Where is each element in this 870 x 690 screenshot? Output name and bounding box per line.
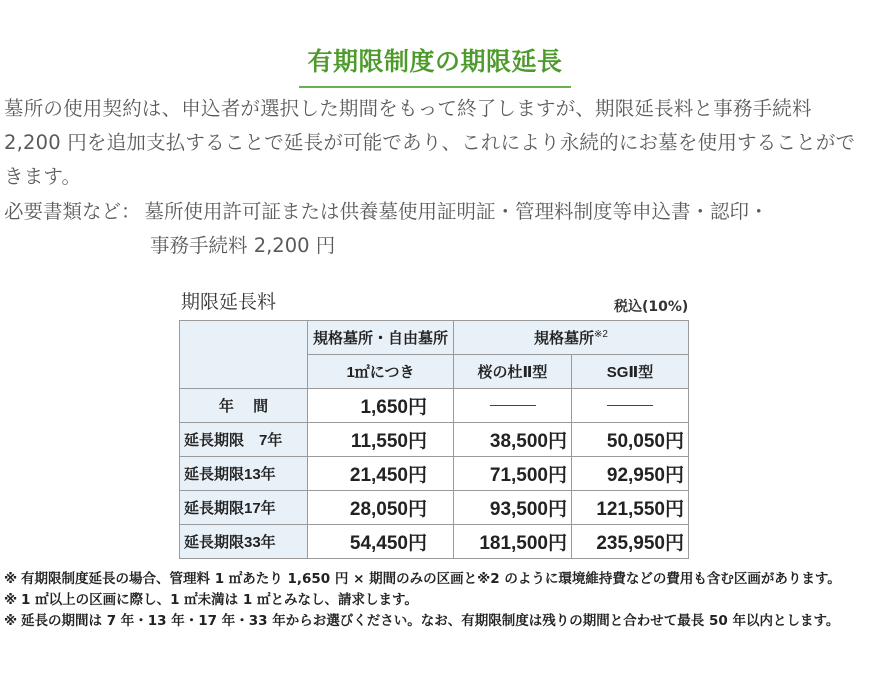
cell-value: 235,950円	[572, 525, 689, 559]
header-group2	[454, 321, 689, 355]
table-row	[180, 525, 689, 559]
header-col1-sub: 1㎡につき	[308, 355, 454, 389]
tax-note: 税込(10%)	[614, 299, 689, 315]
header-col3: SGⅡ型	[572, 355, 689, 389]
footnotes	[4, 571, 866, 634]
table-row	[180, 423, 689, 457]
cell-value: 28,050円	[308, 491, 454, 525]
cell-value: 1,650円	[308, 389, 454, 423]
page-title: 有期限制度の期限延長	[299, 42, 570, 88]
cell-value: 38,500円	[454, 423, 572, 457]
cell-value: 11,550円	[308, 423, 454, 457]
row-label: 年 間	[180, 389, 308, 423]
header-group2-note: ※2	[594, 329, 608, 340]
table-row	[180, 491, 689, 525]
cell-value: 50,050円	[572, 423, 689, 457]
row-label: 延長期限17年	[180, 491, 308, 525]
footnote-text: 1 ㎡以上の区画に際し、1 ㎡未満は 1 ㎡とみなし、請求します。	[21, 592, 418, 608]
header-col2: 桜の杜Ⅱ型	[454, 355, 572, 389]
required-documents-label: 必要書類など：	[4, 200, 141, 223]
footnote-mark: ※	[4, 613, 18, 629]
cell-value: 92,950円	[572, 457, 689, 491]
footnote	[4, 571, 866, 588]
header-group2-label: 規格墓所	[534, 330, 595, 347]
cell-value: 21,450円	[308, 457, 454, 491]
fee-table-title: 期限延長料	[181, 291, 277, 313]
footnote-mark: ※	[4, 592, 18, 608]
dash-mark	[607, 405, 653, 406]
footnote-mark: ※	[4, 571, 18, 587]
fee-table	[179, 320, 689, 559]
intro-paragraph: 墓所の使用契約は、申込者が選択した期間をもって終了しますが、期限延長料と事務手続料 2,200 円を追加支払することで延長が可能であり、これにより永続的にお墓を使用することができます。	[4, 97, 856, 188]
dash-mark	[490, 405, 536, 406]
required-documents-row	[4, 195, 866, 229]
header-col1: 規格墓所・自由墓所	[308, 321, 454, 355]
cell-empty	[572, 389, 689, 423]
cell-value: 71,500円	[454, 457, 572, 491]
row-label: 延長期限13年	[180, 457, 308, 491]
cell-value: 93,500円	[454, 491, 572, 525]
cell-value: 54,450円	[308, 525, 454, 559]
footnote-text: 延長の期間は 7 年・13 年・17 年・33 年からお選びください。なお、有期限制度は残りの期間と合わせて最長 50 年以内とします。	[21, 613, 840, 629]
cell-value: 181,500円	[454, 525, 572, 559]
table-header-row	[180, 321, 689, 355]
table-row	[180, 389, 689, 423]
row-label: 延長期限33年	[180, 525, 308, 559]
required-documents-line2: 事務手続料 2,200 円	[150, 234, 336, 257]
required-documents	[4, 195, 866, 263]
footnote-text: 有期限制度延長の場合、管理料 1 ㎡あたり 1,650 円 × 期間のみの区画と※2 のように環境維持費などの費用も含む区画があります。	[21, 571, 841, 587]
table-row	[180, 457, 689, 491]
footnote	[4, 592, 866, 609]
cell-value: 121,550円	[572, 491, 689, 525]
row-label: 延長期限 7年	[180, 423, 308, 457]
footnote	[4, 613, 866, 630]
title-container	[0, 42, 870, 88]
required-documents-line1: 墓所使用許可証または供養墓使用証明証・管理料制度等申込書・認印・	[144, 200, 769, 223]
table-corner-cell	[180, 321, 308, 389]
cell-empty	[454, 389, 572, 423]
